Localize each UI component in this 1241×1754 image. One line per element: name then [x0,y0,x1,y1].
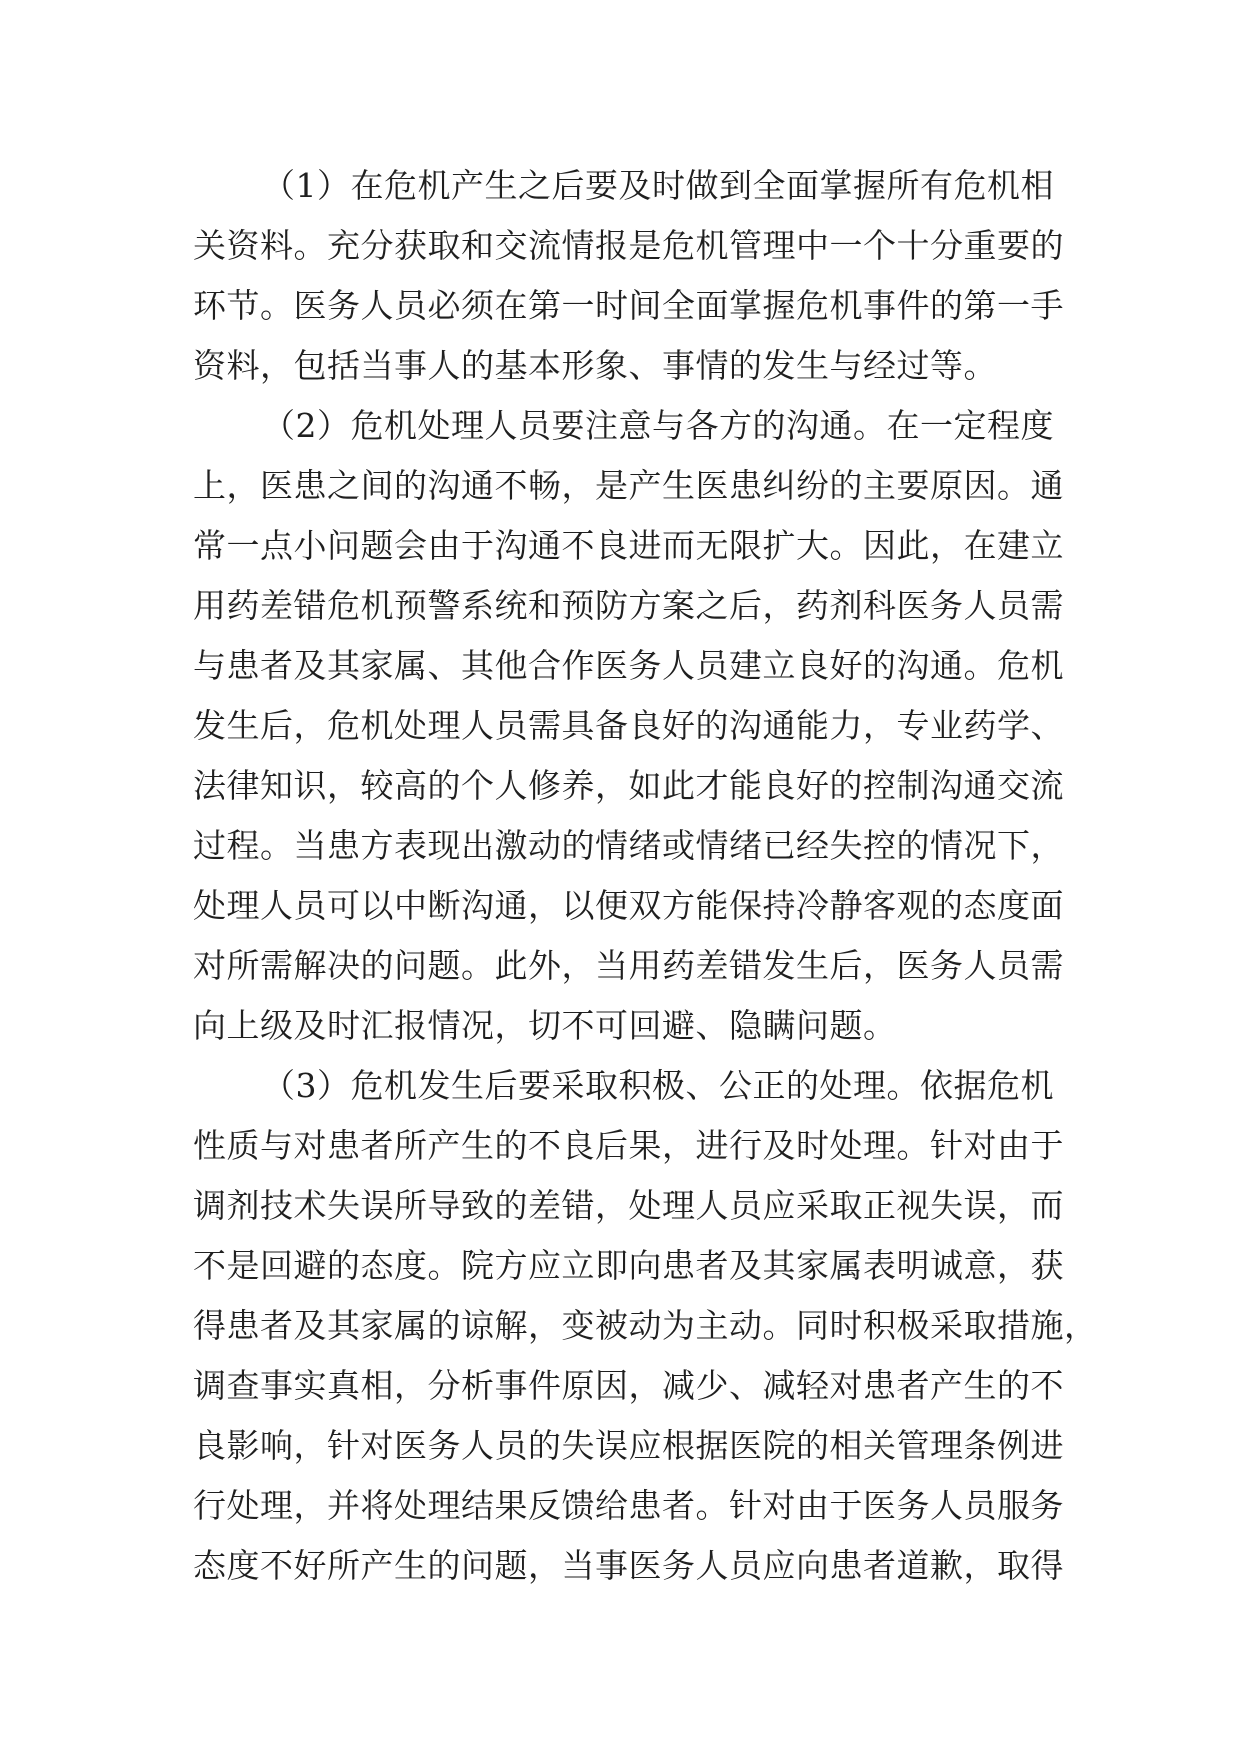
paragraph-3-line-7: 良影响，针对医务人员的失误应根据医院的相关管理条例进 [193,1426,1064,1465]
paragraph-2-line-1: （2）危机处理人员要注意与各方的沟通。在一定程度 [262,406,1054,445]
paragraph-3-line-8: 行处理，并将处理结果反馈给患者。针对由于医务人员服务 [193,1486,1064,1525]
paragraph-1-line-4: 资料，包括当事人的基本形象、事情的发生与经过等。 [193,346,997,385]
paragraph-3-line-9: 态度不好所产生的问题，当事医务人员应向患者道歉，取得 [193,1546,1064,1585]
paragraph-2-line-9: 处理人员可以中断沟通，以便双方能保持冷静客观的态度面 [193,886,1064,925]
paragraph-1-line-1: （1）在危机产生之后要及时做到全面掌握所有危机相 [262,166,1054,205]
paragraph-2-line-4: 用药差错危机预警系统和预防方案之后，药剂科医务人员需 [193,586,1064,625]
paragraph-1-line-2: 关资料。充分获取和交流情报是危机管理中一个十分重要的 [193,226,1064,265]
paragraph-2-line-8: 过程。当患方表现出激动的情绪或情绪已经失控的情况下， [193,826,1064,865]
paragraph-2-line-5: 与患者及其家属、其他合作医务人员建立良好的沟通。危机 [193,646,1064,685]
paragraph-3-line-6: 调查事实真相，分析事件原因，减少、减轻对患者产生的不 [193,1366,1064,1405]
paragraph-3-line-1: （3）危机发生后要采取积极、公正的处理。依据危机 [262,1066,1054,1105]
paragraph-2-line-7: 法律知识，较高的个人修养，如此才能良好的控制沟通交流 [193,766,1064,805]
paragraph-1-line-3: 环节。医务人员必须在第一时间全面掌握危机事件的第一手 [193,286,1064,325]
paragraph-2-line-2: 上，医患之间的沟通不畅，是产生医患纠纷的主要原因。通 [193,466,1064,505]
paragraph-2-line-6: 发生后，危机处理人员需具备良好的沟通能力，专业药学、 [193,706,1064,745]
paragraph-2-line-10: 对所需解决的问题。此外，当用药差错发生后，医务人员需 [193,946,1064,985]
paragraph-3-line-2: 性质与对患者所产生的不良后果，进行及时处理。针对由于 [193,1126,1064,1165]
paragraph-2-line-3: 常一点小问题会由于沟通不良进而无限扩大。因此，在建立 [193,526,1064,565]
paragraph-3-line-3: 调剂技术失误所导致的差错，处理人员应采取正视失误，而 [193,1186,1064,1225]
paragraph-3-line-4: 不是回避的态度。院方应立即向患者及其家属表明诚意，获 [193,1246,1064,1285]
paragraph-2-line-11: 向上级及时汇报情况，切不可回避、隐瞒问题。 [193,1006,897,1045]
paragraph-3-line-5: 得患者及其家属的谅解，变被动为主动。同时积极采取措施， [193,1306,1098,1345]
